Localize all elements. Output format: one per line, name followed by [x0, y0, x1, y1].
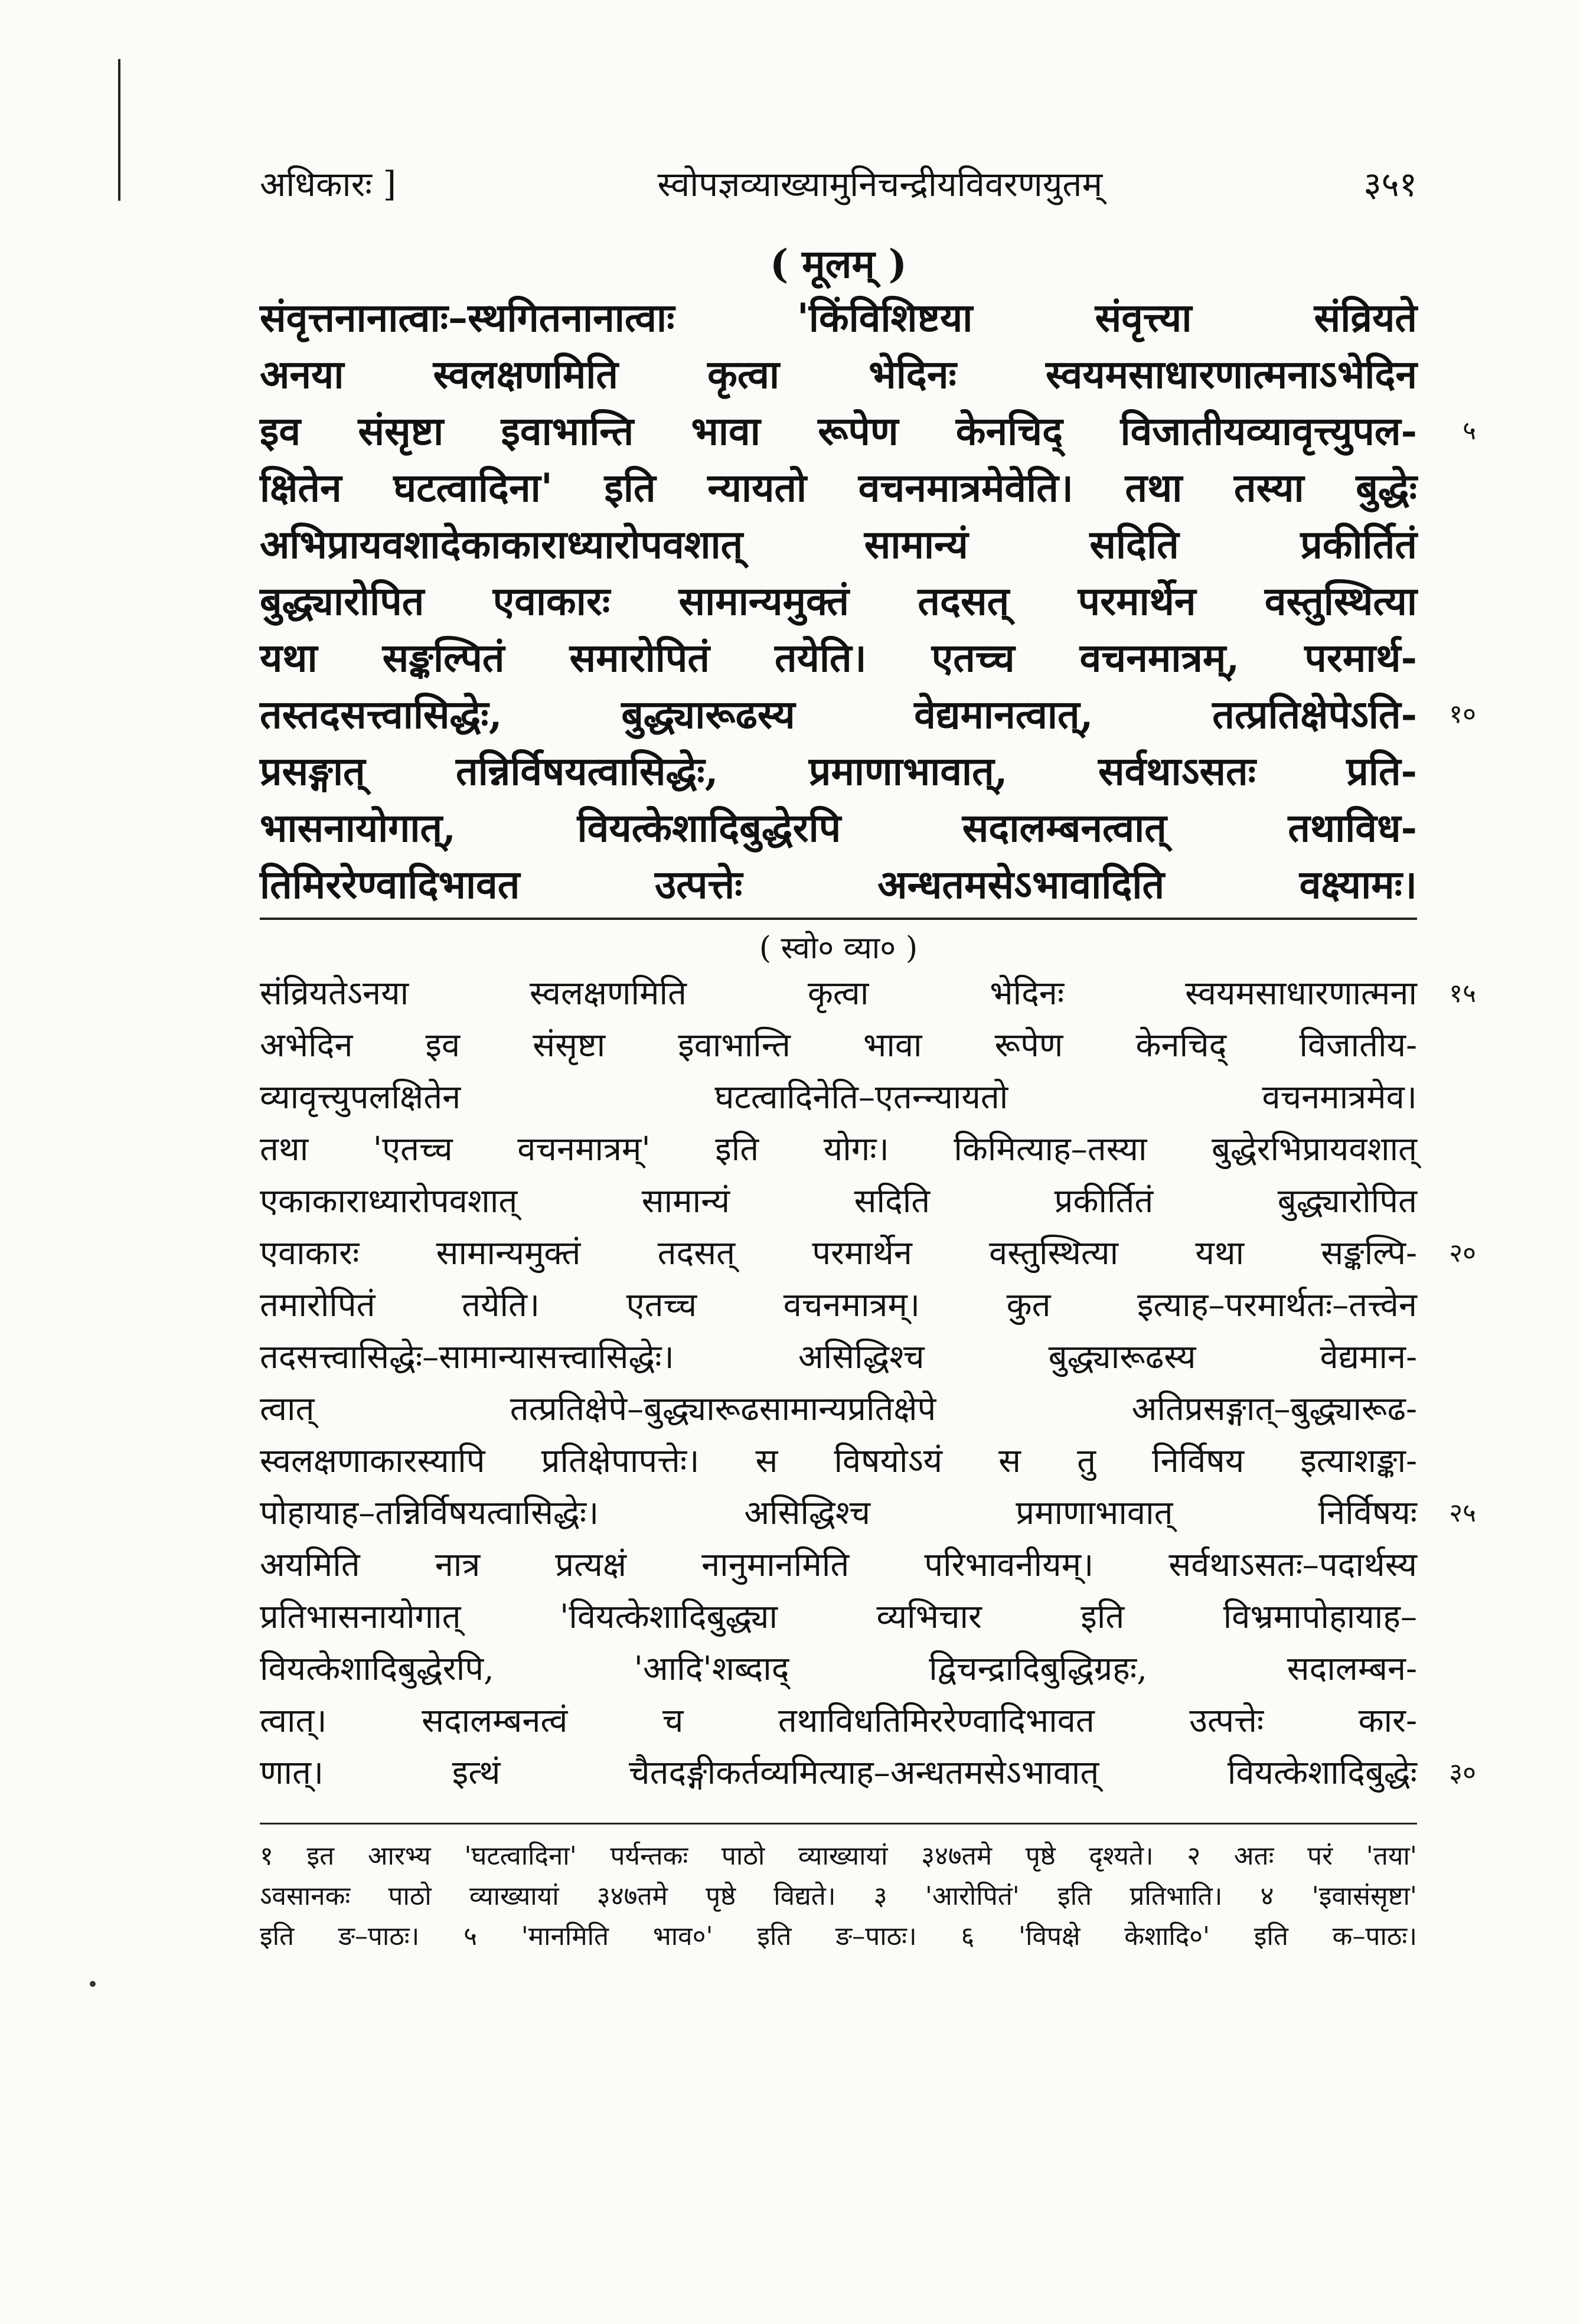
- mula-line: [260, 403, 1476, 459]
- vyakhya-title: ( स्वो० व्या० ): [759, 931, 918, 966]
- mula-line: [260, 516, 1417, 573]
- vyakhya-line: [260, 1072, 1417, 1124]
- vyakhya-line: [260, 1591, 1417, 1643]
- vyakhya-line: [260, 1020, 1417, 1072]
- line-text: संव्रियतेऽनया स्वलक्षणमिति कृत्वा भेदिनः स्वयमसाधारणात्मना: [260, 974, 1417, 1013]
- line-text: भासनायोगात्, वियत्केशादिबुद्धेरपि सदालम्बनत्वात् तथाविध-: [260, 805, 1417, 851]
- line-text: प्रसङ्गात् तन्निर्विषयत्वासिद्धेः, प्रमाणाभावात्, सर्वथाऽसतः प्रति-: [260, 748, 1417, 794]
- line-text: अभिप्रायवशादेकाकाराध्यारोपवशात् सामान्यं सदिति प्रकीर्तितं: [260, 521, 1417, 567]
- footnote-line: १ इत आरभ्य 'घटत्वादिना' पर्यन्तकः पाठो व्याख्यायां ३४७तमे पृष्ठे दृश्यते। २ अतः परं 'तया': [260, 1841, 1417, 1871]
- mula-line: [260, 346, 1417, 403]
- vyakhya-line: [260, 1487, 1476, 1539]
- line-text: णात्। इत्थं चैतदङ्गीकर्तव्यमित्याह–अन्धतमसेऽभावात् वियत्केशादिबुद्धेः: [260, 1754, 1417, 1792]
- line-text: त्वात् तत्प्रतिक्षेपे–बुद्ध्यारूढसामान्यप्रतिक्षेपे अतिप्रसङ्गात्–बुद्ध्यारूढ-: [260, 1390, 1417, 1428]
- mula-line: [260, 459, 1417, 516]
- header-title: स्वोपज्ञव्याख्यामुनिचन्द्रीयविवरणयुतम्: [657, 164, 1103, 204]
- line-text: प्रतिभासनायोगात् 'वियत्केशादिबुद्ध्या व्यभिचार इति विभ्रमापोहायाह–: [260, 1598, 1418, 1636]
- line-text: इव संसृष्टा इवाभान्ति भावा रूपेण केनचिद् विजातीयव्यावृत्त्युपल-: [260, 408, 1417, 454]
- mula-line: [260, 743, 1417, 799]
- line-text: तथा 'एतच्च वचनमात्रम्' इति योगः। किमित्याह–तस्या बुद्धेरभिप्रायवशात्: [260, 1130, 1417, 1168]
- vyakhya-line: [260, 1124, 1417, 1176]
- line-text: तदसत्त्वासिद्धेः–सामान्यासत्त्वासिद्धेः। असिद्धिश्च बुद्ध्यारूढस्य वेद्यमान-: [260, 1338, 1417, 1376]
- line-text: तस्तदसत्त्वासिद्धेः, बुद्ध्यारूढस्य वेद्यमानत्वात्, तत्प्रतिक्षेपेऽति-: [260, 691, 1417, 737]
- line-number: १५: [1449, 978, 1476, 1008]
- page: [260, 159, 1476, 1957]
- vyakhya-line: [260, 1279, 1417, 1331]
- ink-speck: [90, 1981, 96, 1987]
- line-text: एकाकाराध्यारोपवशात् सामान्यं सदिति प्रकीर्तितं बुद्ध्यारोपित: [260, 1182, 1417, 1220]
- footnote-line: ऽवसानकः पाठो व्याख्यायां ३४७तमे पृष्ठे विद्यते। ३ 'आरोपितं' इति प्रतिभाति। ४ 'इवासंसृष्टा': [260, 1881, 1417, 1911]
- line-text: बुद्ध्यारोपित एवाकारः सामान्यमुक्तं तदसत् परमार्थेन वस्तुस्थित्या: [260, 578, 1417, 624]
- vyakhya-line: [260, 1176, 1417, 1228]
- mula-title: ( मूलम् ): [769, 241, 907, 287]
- footnotes: [260, 1836, 1417, 1957]
- line-number: २०: [1449, 1238, 1476, 1268]
- line-text: एवाकारः सामान्यमुक्तं तदसत् परमार्थेन वस्तुस्थित्या यथा सङ्कल्पि-: [260, 1234, 1417, 1272]
- vyakhya-line: [260, 1435, 1417, 1487]
- footnote-line: इति ङ–पाठः। ५ 'मानमिति भाव०' इति ङ–पाठः। ६ 'विपक्षे केशादि०' इति क–पाठः।: [260, 1921, 1417, 1951]
- vyakhya-line: [260, 1331, 1417, 1383]
- line-number: ५: [1463, 416, 1476, 446]
- vyakhya-line: [260, 968, 1476, 1020]
- header-left: अधिकारः ]: [260, 164, 397, 204]
- vyakhya-line: [260, 1228, 1476, 1279]
- vyakhya-line: [260, 1539, 1417, 1591]
- line-text: अनया स्वलक्षणमिति कृत्वा भेदिनः स्वयमसाधारणात्मनाऽभेदिन: [260, 351, 1417, 397]
- line-text: तिमिररेण्वादिभावत उत्पत्तेः अन्धतमसेऽभावादिति वक्ष्यामः।: [260, 861, 1417, 908]
- mula-line: [260, 686, 1476, 743]
- line-text: व्यावृत्त्युपलक्षितेन घटत्वादिनेति–एतन्न्यायतो वचनमात्रमेव।: [260, 1078, 1417, 1117]
- mula-line: [260, 629, 1417, 686]
- running-header: [260, 159, 1417, 218]
- line-text: त्वात्। सदालम्बनत्वं च तथाविधतिमिररेण्वादिभावत उत्पत्तेः कार-: [260, 1702, 1417, 1740]
- line-number: ३०: [1449, 1758, 1476, 1788]
- vyakhya-line: [260, 1383, 1417, 1435]
- mula-line: [260, 289, 1417, 346]
- vyakhya-line: [260, 1747, 1476, 1799]
- mula-line: [260, 573, 1417, 629]
- page-number: ३५१: [1363, 164, 1417, 204]
- mula-line: [260, 799, 1417, 856]
- vyakhya-text: [260, 968, 1476, 1799]
- margin-rule: [118, 59, 120, 201]
- line-text: तमारोपितं तयेति। एतच्च वचनमात्रम्। कुत इत्याह–परमार्थतः–तत्त्वेन: [260, 1286, 1417, 1324]
- line-text: अभेदिन इव संसृष्टा इवाभान्ति भावा रूपेण केनचिद् विजातीय-: [260, 1026, 1417, 1065]
- mula-text: [260, 289, 1476, 913]
- line-text: पोहायाह–तन्निर्विषयत्वासिद्धेः। असिद्धिश्च प्रमाणाभावात् निर्विषयः: [260, 1494, 1417, 1532]
- section-divider: [260, 918, 1417, 920]
- mula-line: [260, 856, 1417, 913]
- line-text: स्वलक्षणाकारस्यापि प्रतिक्षेपापत्तेः। स विषयोऽयं स तु निर्विषय इत्याशङ्का-: [260, 1442, 1417, 1480]
- footnote-divider: [260, 1823, 1417, 1824]
- line-number: २५: [1449, 1498, 1476, 1528]
- line-text: क्षितेन घटत्वादिना' इति न्यायतो वचनमात्रमेवेति। तथा तस्या बुद्धेः: [260, 465, 1417, 511]
- line-text: यथा सङ्कल्पितं समारोपितं तयेति। एतच्च वचनमात्रम्, परमार्थ-: [260, 635, 1417, 681]
- vyakhya-line: [260, 1695, 1417, 1747]
- line-text: संवृत्तनानात्वाः–स्थगितनानात्वाः 'किंविशिष्टया संवृत्त्या संव्रियते: [260, 295, 1417, 341]
- vyakhya-line: [260, 1643, 1417, 1695]
- line-text: अयमिति नात्र प्रत्यक्षं नानुमानमिति परिभावनीयम्। सर्वथाऽसतः–पदार्थस्य: [260, 1546, 1417, 1584]
- line-number: १०: [1449, 699, 1476, 729]
- line-text: वियत्केशादिबुद्धेरपि, 'आदि'शब्दाद् द्विचन्द्रादिबुद्धिग्रहः, सदालम्बन-: [260, 1650, 1417, 1688]
